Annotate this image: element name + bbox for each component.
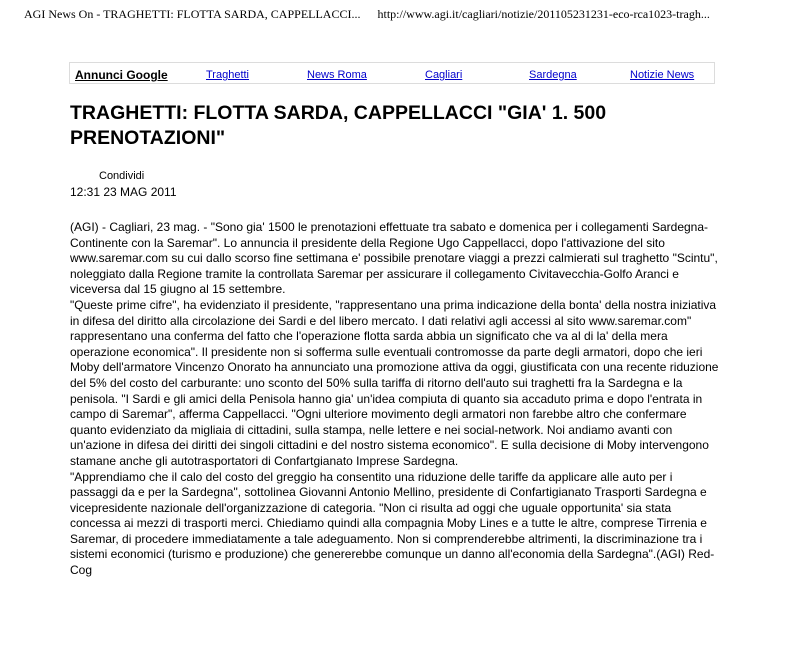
article-timestamp: 12:31 23 MAG 2011: [70, 185, 177, 199]
article-headline: TRAGHETTI: FLOTTA SARDA, CAPPELLACCI "GIA' 1. 500 PRENOTAZIONI": [70, 102, 607, 149]
ads-label: Annunci Google: [75, 68, 168, 82]
print-header-title: AGI News On - TRAGHETTI: FLOTTA SARDA, CAPPELLACCI...: [24, 7, 361, 21]
print-header-url: http://www.agi.it/cagliari/notizie/201105231231-eco-rca1023-tragh...: [377, 7, 710, 21]
article-body: [70, 220, 720, 579]
share-link[interactable]: Condividi: [99, 170, 145, 182]
article-paragraph: "Queste prime cifre", ha evidenziato il presidente, "rappresentano una prima indicazione della bonta' della nostra iniziativa in difesa del diritto alla circolazione dei Sardi e del libero mercato. I dati relativi agli accessi al sito www.saremar.com" rappresentano una conferma del fatto che l'operazione flotta sarda abbia un significato che va al di la' della mera operazione economica". Il presidente non si sofferma sulle eventuali contromosse da parte degli armatori, dopo che ieri Moby dell'armatore Vincenzo Onorato ha annunciato una promozione attiva da oggi, giustificata con una recente riduzione del 5% del costo del carburante: uno sconto del 50% sulla tariffa di ritorno dell'auto sui traghetti fra la Sardegna e la penisola. "I Sardi e gli amici della Penisola hanno gia' un'idea compiuta di quanto sia accaduto prima e dopo l'entrata in campo di Saremar", afferma Cappellacci. "Ogni ulteriore movimento degli armatori non farebbe altro che confermare quanto evidenziato da migliaia di cittadini, sulla stampa, nelle lettere e nei social-network. Noi andiamo avanti con un'azione in difesa dei diritti dei singoli cittadini e del nostro sistema economico". E sulla decisione di Moby intervengono stamane anche gli autotrasportatori di Confartgianato Imprese Sardegna.: [70, 297, 719, 468]
google-ads-bar: [69, 62, 715, 84]
article-paragraph: "Apprendiamo che il calo del costo del greggio ha consentito una riduzione delle tariffe da applicare alle auto per i passaggi da e per la Sardegna", sottolinea Giovanni Antonio Mellino, presidente di Confartigianato Trasporti Sardegna e vicepresidente nazionale dell'organizzazione di categoria. "Non ci risulta ad oggi che uguale opportunita' sia stata concessa ai mezzi di trasporti merci. Chiediamo quindi alla compagnia Moby Lines e a tutte le altre, comprese Tirrenia e Saremar, di procedere immediatamente a tale adeguamento. Non si comprenderebbe altrimenti, la discriminazione tra i sistemi economici (turismo e produzione) che genererebbe comunque un danno all'economia della Sardegna".(AGI) Red-Cog: [70, 469, 715, 578]
ad-link-cagliari[interactable]: Cagliari: [425, 69, 463, 81]
article-paragraph: (AGI) - Cagliari, 23 mag. - "Sono gia' 1500 le prenotazioni effettuate tra sabato e domenica per i collegamenti Sardegna-Continente con la Saremar". Lo annuncia il presidente della Regione Ugo Cappellacci, dopo l'attivazione del sito www.saremar.com su cui dallo scorso fine settimana e' possibile prenotare viaggi a prezzi calmierati sul traghetto "Scintu", noleggiato dalla Regione tramite la controllata Saremar per assicurare il collegamento Civitavecchia-Golfo Aranci e viceversa dal 15 giugno al 15 settembre.: [70, 220, 718, 297]
ad-link-news-roma[interactable]: News Roma: [307, 69, 367, 81]
ad-link-notizie-news[interactable]: Notizie News: [630, 69, 695, 81]
print-header: [24, 7, 784, 22]
ad-link-sardegna[interactable]: Sardegna: [529, 69, 577, 81]
ad-link-traghetti[interactable]: Traghetti: [206, 69, 250, 81]
